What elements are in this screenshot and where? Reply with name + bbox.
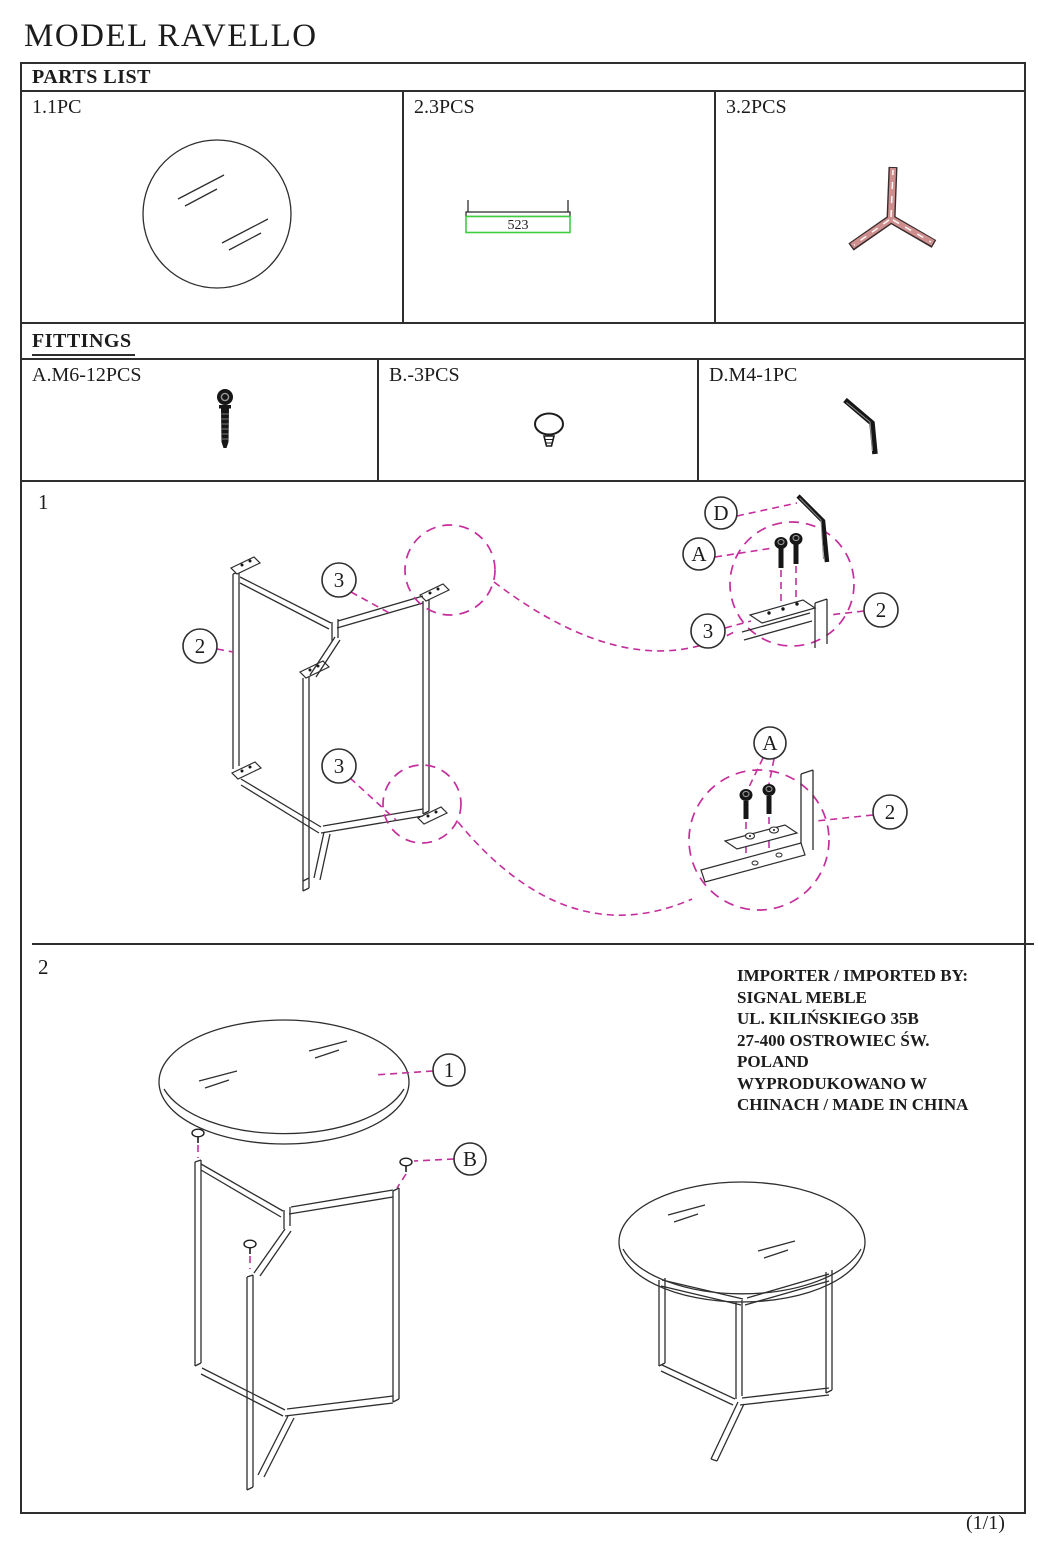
allen-key-drawing [839,394,887,460]
callout-3-detail-spider [691,614,751,648]
page-title: MODEL RAVELLO [24,18,318,54]
cross-bar-drawing [462,197,574,245]
callout-B-pad [414,1143,486,1175]
callout-3-bottom-spider [322,749,396,820]
callout-3-top-spider [322,563,393,615]
importer-line: IMPORTER / IMPORTED BY: [737,966,968,985]
importer-line: POLAND [737,1052,809,1071]
part-label: 1.1PC [32,96,82,118]
highlight-circle-top-joint [405,525,495,615]
fitting-cell-allen-key [697,360,1024,480]
svg-text:3: 3 [702,619,714,643]
importer-line: WYPRODUKOWANO W [737,1073,927,1093]
step-1 [22,482,1024,945]
screw-icon [775,533,803,568]
step-divider-line [32,943,1034,945]
part-cell-spider-leg [714,92,1024,322]
callout-1-glass-top [374,1054,465,1086]
glass-top-drawing [140,137,294,291]
importer-info [737,965,1017,1116]
fittings-header-row [22,324,1024,360]
document-frame [20,62,1026,1514]
fittings-row [22,360,1024,482]
part-cell-cross-bar [402,92,716,322]
callout-A-screws-bottom [754,727,786,759]
part-label: 2.3PCS [414,96,475,118]
frame-base-drawing [195,1160,399,1490]
highlight-circle-bottom-joint [383,765,461,843]
fitting-label: B.-3PCS [389,364,460,386]
importer-line: 27-400 OSTROWIEC ŚW. [737,1030,930,1050]
parts-list-header-row [22,64,1024,92]
callout-D-key [705,497,797,529]
screw-icon [740,784,776,819]
svg-text:2: 2 [875,598,887,622]
detail-view-top-joint [730,496,854,648]
fitting-cell-glass-pad [377,360,699,480]
svg-text:2: 2 [194,634,206,658]
spider-leg-drawing [841,157,941,262]
svg-text:D: D [713,501,729,525]
leader-to-bottom-detail [458,822,692,915]
page-number: (1/1) [966,1512,1005,1534]
importer-line: CHINACH / MADE IN CHINA [737,1095,969,1114]
parts-list-title: PARTS LIST [32,66,154,92]
svg-text:3: 3 [333,568,345,592]
callout-A-screws-top [683,538,773,570]
fitting-cell-bolt [22,360,377,480]
step-2-number: 2 [38,955,49,979]
svg-text:A: A [691,542,707,566]
svg-text:B: B [462,1147,478,1171]
svg-text:1: 1 [443,1058,455,1082]
svg-text:2: 2 [884,800,896,824]
fitting-label: D.M4-1PC [709,364,798,386]
glass-pad-icon [244,1240,256,1269]
part-label: 3.2PCS [726,96,787,118]
parts-list-row [22,92,1024,324]
fittings-title: FITTINGS [32,330,135,356]
assembled-table-drawing [619,1182,865,1461]
frame-base-drawing [231,557,449,891]
glass-pad-icon [192,1129,204,1158]
svg-text:3: 3 [333,754,345,778]
fitting-label: A.M6-12PCS [32,364,142,386]
glass-pad-icon [397,1158,412,1188]
importer-line: UL. KILIŃSKIEGO 35B [737,1009,919,1028]
callout-2-detail-bar-bottom [816,795,907,829]
callout-2-detail-bar-top [829,593,898,627]
dimension-value: 523 [507,218,529,233]
detail-view-bottom-joint [689,758,829,910]
bolt-drawing [212,388,238,462]
step-1-number: 1 [38,490,49,514]
svg-text:A: A [762,731,778,755]
step1-assembly-diagram [22,482,1024,945]
glass-top-drawing [159,1020,409,1144]
callout-2-left-bar [183,629,233,663]
glass-pad-drawing [529,410,569,456]
importer-line: SIGNAL MEBLE [737,987,867,1007]
part-cell-glass-top [22,92,402,322]
step-2 [22,947,1024,1512]
